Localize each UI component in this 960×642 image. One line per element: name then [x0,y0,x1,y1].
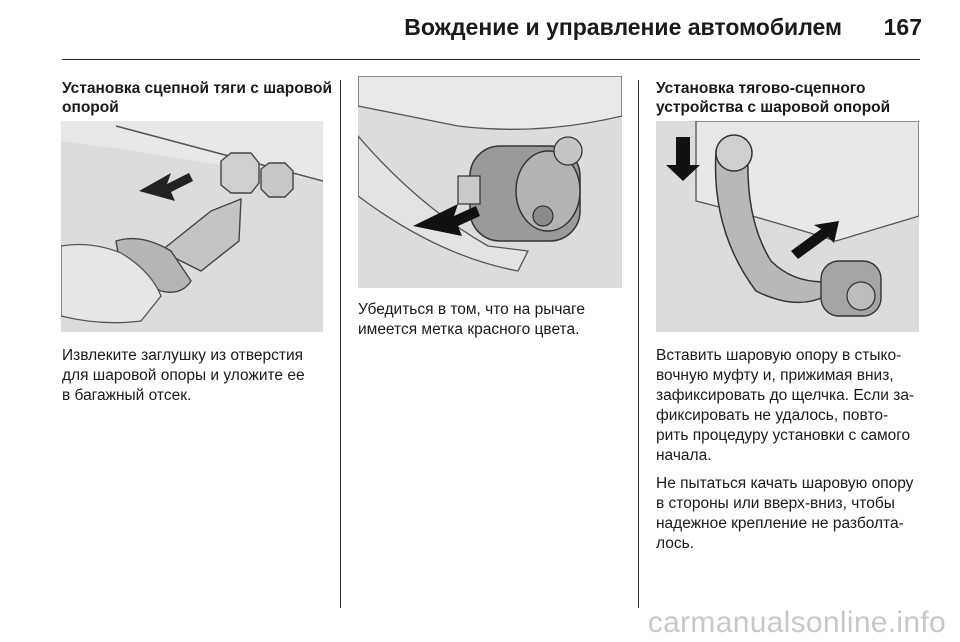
body-line: вочную муфту и, прижимая вниз, [656,367,894,384]
figure-insert-ball-mount [656,121,919,332]
page-header-title: Вождение и управление автомобилем [404,14,842,40]
body-line: Убедиться в том, что на рычаге [358,301,585,318]
column-3-heading [656,79,926,117]
column-divider-2 [638,80,639,608]
paragraph-1 [656,346,926,466]
body-line: в багажный отсек. [62,387,192,404]
body-line: рить процедуру установки с самого [656,427,911,444]
figure-red-mark-check [358,76,622,288]
body-line: Вставить шаровую опору в стыко- [656,347,902,364]
body-line: надежное крепление не разболта- [656,515,904,532]
watermark: carmanualsonline.info [647,606,946,639]
body-line: в стороны или вверх-вниз, чтобы [656,495,895,512]
heading-line: Установка сцепной тяги с шаровой [62,80,332,97]
body-line: начала. [656,447,712,464]
header-rule [62,59,920,60]
body-line: зафиксировать до щелчка. Если за- [656,387,915,404]
heading-line: опорой [62,99,119,116]
heading-line: устройства с шаровой опорой [656,99,891,116]
paragraph-2 [656,474,926,554]
body-line: фиксировать не удалось, повто- [656,407,889,424]
column-3-body [656,346,926,554]
column-divider-1 [340,80,341,608]
body-line: Не пытаться качать шаровую опору [656,475,914,492]
column-2-body [358,300,628,340]
body-line: имеется метка красного цвета. [358,321,580,338]
body-line: лось. [656,535,694,552]
body-line: для шаровой опоры и уложите ее [62,367,305,384]
body-line: Извлеките заглушку из отверстия [62,347,304,364]
column-1-body [62,346,332,406]
figure-remove-cap [61,121,323,332]
page-number: 167 [883,14,922,40]
heading-line: Установка тягово-сцепного [656,80,866,97]
column-1-heading [62,79,332,117]
